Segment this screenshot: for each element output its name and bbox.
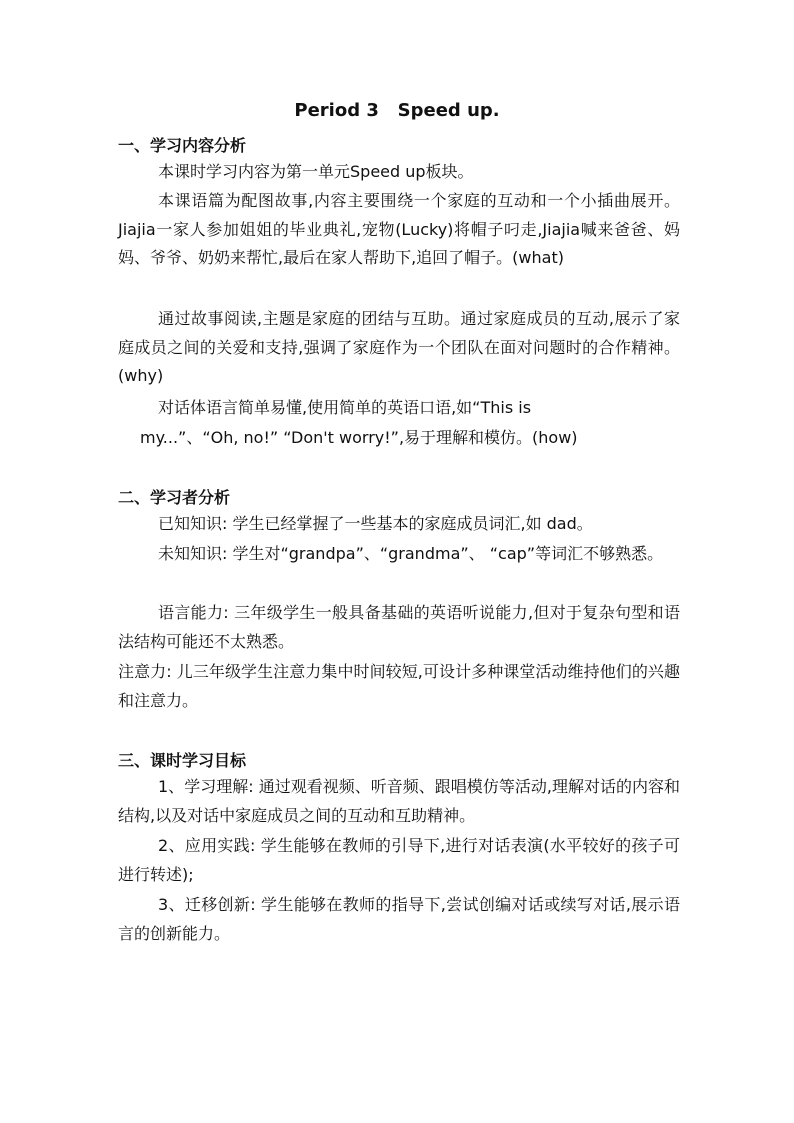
section-heading-learner-analysis: 二、学习者分析 xyxy=(118,488,231,507)
paragraph-attention: 注意力: 儿三年级学生注意力集中时间较短,可设计多种课堂活动维持他们的兴趣和注意力。 xyxy=(118,662,680,710)
paragraph-language-line2: my...”、“Oh, no!” “Don't worry!”,易于理解和模仿。(how) xyxy=(140,428,578,447)
section-heading-content-analysis: 一、学习内容分析 xyxy=(118,136,247,155)
paragraph-language-ability: 语言能力: 三年级学生一般具备基础的英语听说能力,但对于复杂句型和语法结构可能还不太熟悉。 xyxy=(118,603,680,651)
section-heading-learning-goals: 三、课时学习目标 xyxy=(118,751,247,770)
goal-item-understanding: 1、学习理解: 通过观看视频、听音频、跟唱模仿等活动,理解对话的内容和结构,以及对话中家庭成员之间的互动和互助精神。 xyxy=(118,777,680,825)
paragraph-known-knowledge: 已知知识: 学生已经掌握了一些基本的家庭成员词汇,如 dad。 xyxy=(158,514,593,533)
goal-item-innovation: 3、迁移创新: 学生能够在教师的指导下,尝试创编对话或续写对话,展示语言的创新能力。 xyxy=(118,895,680,943)
goal-item-practice: 2、应用实践: 学生能够在教师的引导下,进行对话表演(水平较好的孩子可进行转述); xyxy=(118,836,680,884)
paragraph-story-summary: 本课语篇为配图故事,内容主要围绕一个家庭的互动和一个小插曲展开。Jiajia一家人参加姐姐的毕业典礼,宠物(Lucky)将帽子叼走,Jiajia喊来爸爸、妈妈、爷爷、奶奶来帮忙,最后在家人帮助下,追回了帽子。(what) xyxy=(118,191,680,267)
paragraph-lesson-content: 本课时学习内容为第一单元Speed up板块。 xyxy=(158,162,474,181)
page-title: Period 3 Speed up. xyxy=(294,100,500,121)
paragraph-language-line1: 对话体语言简单易懂,使用简单的英语口语,如“This is xyxy=(158,398,532,417)
paragraph-unknown-knowledge: 未知知识: 学生对“grandpa”、“grandma”、 “cap”等词汇不够熟悉。 xyxy=(158,544,664,563)
paragraph-theme: 通过故事阅读,主题是家庭的团结与互助。通过家庭成员的互动,展示了家庭成员之间的关爱和支持,强调了家庭作为一个团队在面对问题时的合作精神。(why) xyxy=(118,309,680,385)
